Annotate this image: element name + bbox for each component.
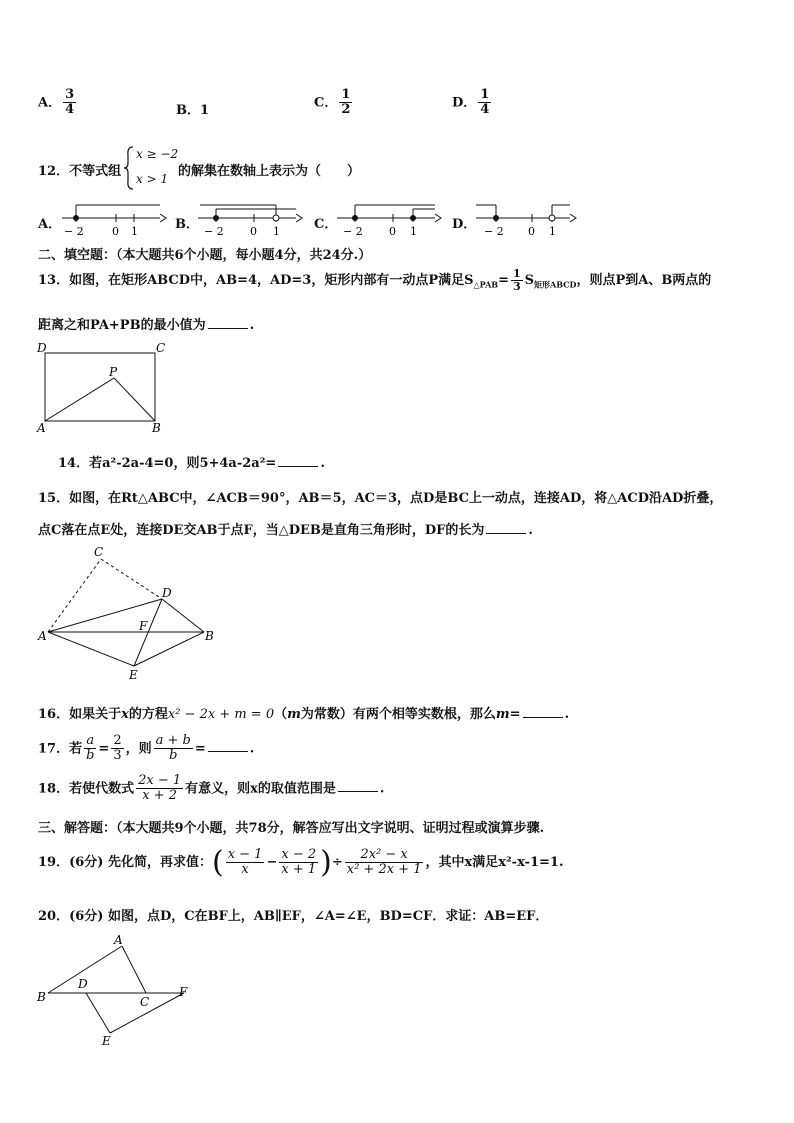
- q11-option-c: C． $\frac{1}{2}$: [314, 87, 351, 118]
- q20-figure: [34, 930, 194, 1048]
- tick-1: 1: [410, 225, 417, 238]
- tick-1: 1: [273, 225, 280, 238]
- tick-0: 0: [528, 225, 535, 238]
- q11-option-a: A． $\frac{3}{4}$: [38, 87, 75, 118]
- label-e: E: [102, 1034, 111, 1048]
- q12-number-line-a: [60, 200, 168, 240]
- tick-neg2: − 2: [343, 225, 363, 238]
- q12-question: 12．不等式组: [38, 164, 122, 179]
- q12-number-line-b: [196, 200, 304, 240]
- q15-question-line2: 点C落在点E处，连接DE交AB于点F，当△DEB是直角三角形时，DF的长为 .: [38, 523, 533, 538]
- q18-question: 18．若使代数式 $\frac{2x - 1}{x + 2}$ 有意义，则x的取值范围是 .: [38, 773, 385, 804]
- label-c: C: [140, 995, 150, 1009]
- tick-neg2: − 2: [484, 225, 504, 238]
- q12-option-b-label: B．: [175, 217, 199, 232]
- q13-figure: [34, 338, 174, 436]
- tick-1: 1: [549, 225, 556, 238]
- q12-option-a-label: A．: [38, 217, 62, 232]
- q12-system-line1: x ≥ −2: [136, 147, 179, 161]
- label-f: F: [139, 619, 148, 633]
- label-c: C: [156, 341, 166, 355]
- q12-question-suffix: 的解集在数轴上表示为（ ）: [178, 164, 361, 179]
- q12-brace: [123, 145, 135, 191]
- q11-option-b: B．1: [176, 103, 210, 118]
- tick-1: 1: [131, 225, 138, 238]
- tick-neg2: − 2: [64, 225, 84, 238]
- section-answer-heading: 三、解答题：（本大题共9个小题，共78分，解答应写出文字说明、证明过程或演算步骤.: [38, 821, 545, 836]
- label-e: E: [129, 668, 138, 682]
- section-fill-in-heading: 二、填空题：（本大题共6个小题，每小题4分，共24分.）: [38, 248, 372, 263]
- label-a: A: [38, 629, 47, 643]
- label-b: B: [152, 421, 161, 435]
- label-c: C: [94, 545, 104, 559]
- q11-option-d: D． $\frac{1}{4}$: [452, 87, 490, 118]
- q17-question: 17．若 $\frac{a}{b}$ = $\frac{2}{3}$ ，则 $\frac{a + b}{b}$ = .: [38, 733, 255, 764]
- label-f: F: [179, 985, 188, 999]
- q13-question-line2: 距离之和PA+PB的最小值为 .: [38, 318, 255, 333]
- q14-question: 14．若a²-2a-4=0，则5+4a-2a²= .: [58, 456, 325, 471]
- q16-question: 16．如果关于x的方程x² − 2x + m = 0（m为常数）有两个相等实数根，那么m= .: [38, 707, 570, 722]
- q19-question: 19．(6分) 先化简，再求值：( $\frac{x - 1}{x}$ − $\frac{x - 2}{x + 1}$ )÷ $\frac{\text{2x² − x}}{\text{x² + 2x + 1}}$ ，其中x满足x²-x-1=1.: [38, 845, 564, 880]
- q15-figure: [34, 543, 218, 683]
- label-a: A: [114, 933, 123, 947]
- tick-0: 0: [250, 225, 257, 238]
- q15-question: 15．如图，在Rt△ABC中，∠ACB＝90°，AB＝5，AC＝3，点D是BC上一动点，连接AD，将△ACD沿AD折叠，: [38, 491, 723, 506]
- label-d: D: [162, 586, 172, 600]
- tick-neg2: − 2: [204, 225, 224, 238]
- q12-option-c-label: C．: [314, 217, 338, 232]
- label-d: D: [37, 341, 47, 355]
- q12-system-line2: x > 1: [136, 172, 169, 186]
- q13-question: 13．如图，在矩形ABCD中，AB=4，AD=3，矩形内部有一动点P满足$S_{\triangle PAB}=$ $\frac{1}{3}$ $S_{矩形ABCD}$，则点P到A、B两点的: [38, 267, 712, 294]
- tick-0: 0: [389, 225, 396, 238]
- q12-number-line-d: [474, 200, 582, 240]
- q12-option-d-label: D．: [452, 217, 477, 232]
- label-b: B: [205, 629, 214, 643]
- label-b: B: [37, 990, 46, 1004]
- label-a: A: [37, 421, 46, 435]
- label-p: P: [109, 365, 118, 379]
- q20-question: 20．(6分) 如图，点D，C在BF上，AB∥EF，∠A=∠E，BD=CF．求证：AB=EF．: [38, 909, 549, 924]
- tick-0: 0: [112, 225, 119, 238]
- label-d: D: [78, 977, 88, 991]
- q12-number-line-c: [335, 200, 443, 240]
